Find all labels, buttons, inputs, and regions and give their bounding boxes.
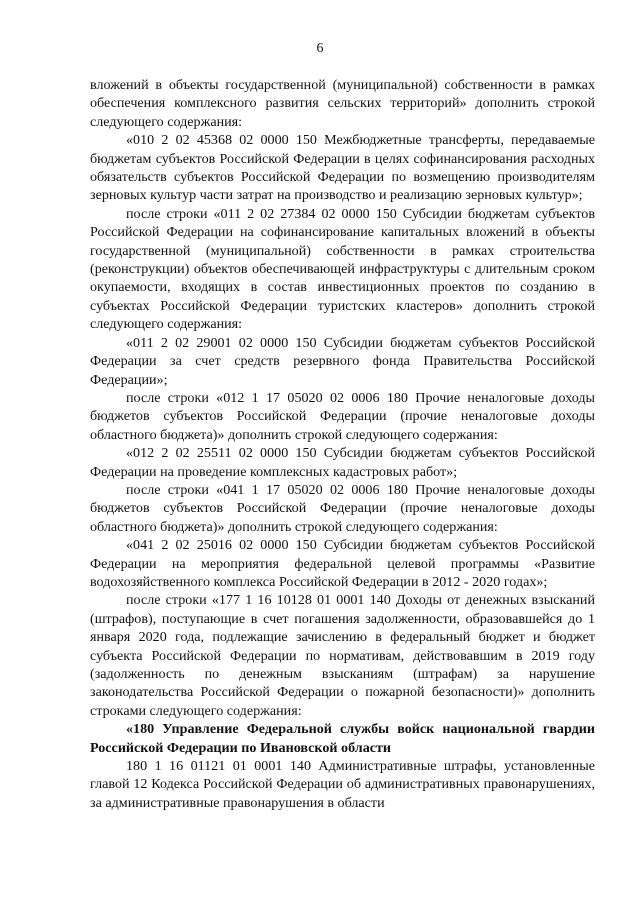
page-number: 6 [316,41,324,56]
paragraph: после строки «012 1 17 05020 02 0006 180 Прочие неналоговые доходы бюджетов субъектов Российской Федерации (прочие неналоговые доходы областного бюджета)» дополнить строкой следующего содержания: [90,389,595,443]
paragraph: 180 1 16 01121 01 0001 140 Административные штрафы, установленные главой 12 Кодекса Российской Федерации об административных правонарушениях, за административные правонарушения в области [90,758,595,811]
paragraph: после строки «011 2 02 27384 02 0000 150 Субсидии бюджетам субъектов Российской Федерации на софинансирование капитальных вложений в объекты государственной (муниципальной) собственности в рамках строительства (реконструкции) объектов обеспечивающей инфраструктуры с длительным сроком окупаемости, входящих в состав инвестиционных проектов по созданию в субъектах Российской Федерации туристских кластеров» дополнить строкой следующего содержания: [90,205,595,333]
paragraph: после строки «041 1 17 05020 02 0006 180 Прочие неналоговые доходы бюджетов субъектов Российской Федерации (прочие неналоговые доходы областного бюджета)» дополнить строкой следующего содержания: [90,481,595,535]
paragraph: «010 2 02 45368 02 0000 150 Межбюджетные трансферты, передаваемые бюджетам субъектов Российской Федерации в целях софинансирования расходных обязательств субъектов Российской Федерации по возмещению производителям зерновых культур части затрат на производство и реализацию зерновых культур»; [90,132,595,204]
paragraph: «012 2 02 25511 02 0000 150 Субсидии бюджетам субъектов Российской Федерации на проведение комплексных кадастровых работ»; [90,445,595,480]
section-heading: «180 Управление Федеральной службы войск национальной гвардии Российской Федерации по Ивановской области [90,721,595,756]
document-body [90,76,595,812]
paragraph: «041 2 02 25016 02 0000 150 Субсидии бюджетам субъектов Российской Федерации на мероприятия федеральной целевой программы «Развитие водохозяйственного комплекса Российской Федерации в 2012 - 2020 годах»; [90,537,595,590]
paragraph: после строки «177 1 16 10128 01 0001 140 Доходы от денежных взысканий (штрафов), поступающие в счет погашения задолженности, образовавшейся до 1 января 2020 года, подлежащие зачислению в федеральный бюджет и бюджет субъекта Российской Федерации по нормативам, действовавшим в 2019 году (задолженность по денежным взысканиям (штрафам) за нарушение законодательства Российской Федерации о пожарной безопасности)» дополнить строками следующего содержания: [90,592,595,719]
paragraph: вложений в объекты государственной (муниципальной) собственности в рамках обеспечения комплексного развития сельских территорий» дополнить строкой следующего содержания: [90,77,595,130]
paragraph: «011 2 02 29001 02 0000 150 Субсидии бюджетам субъектов Российской Федерации за счет средств резервного фонда Правительства Российской Федерации»; [90,334,595,388]
